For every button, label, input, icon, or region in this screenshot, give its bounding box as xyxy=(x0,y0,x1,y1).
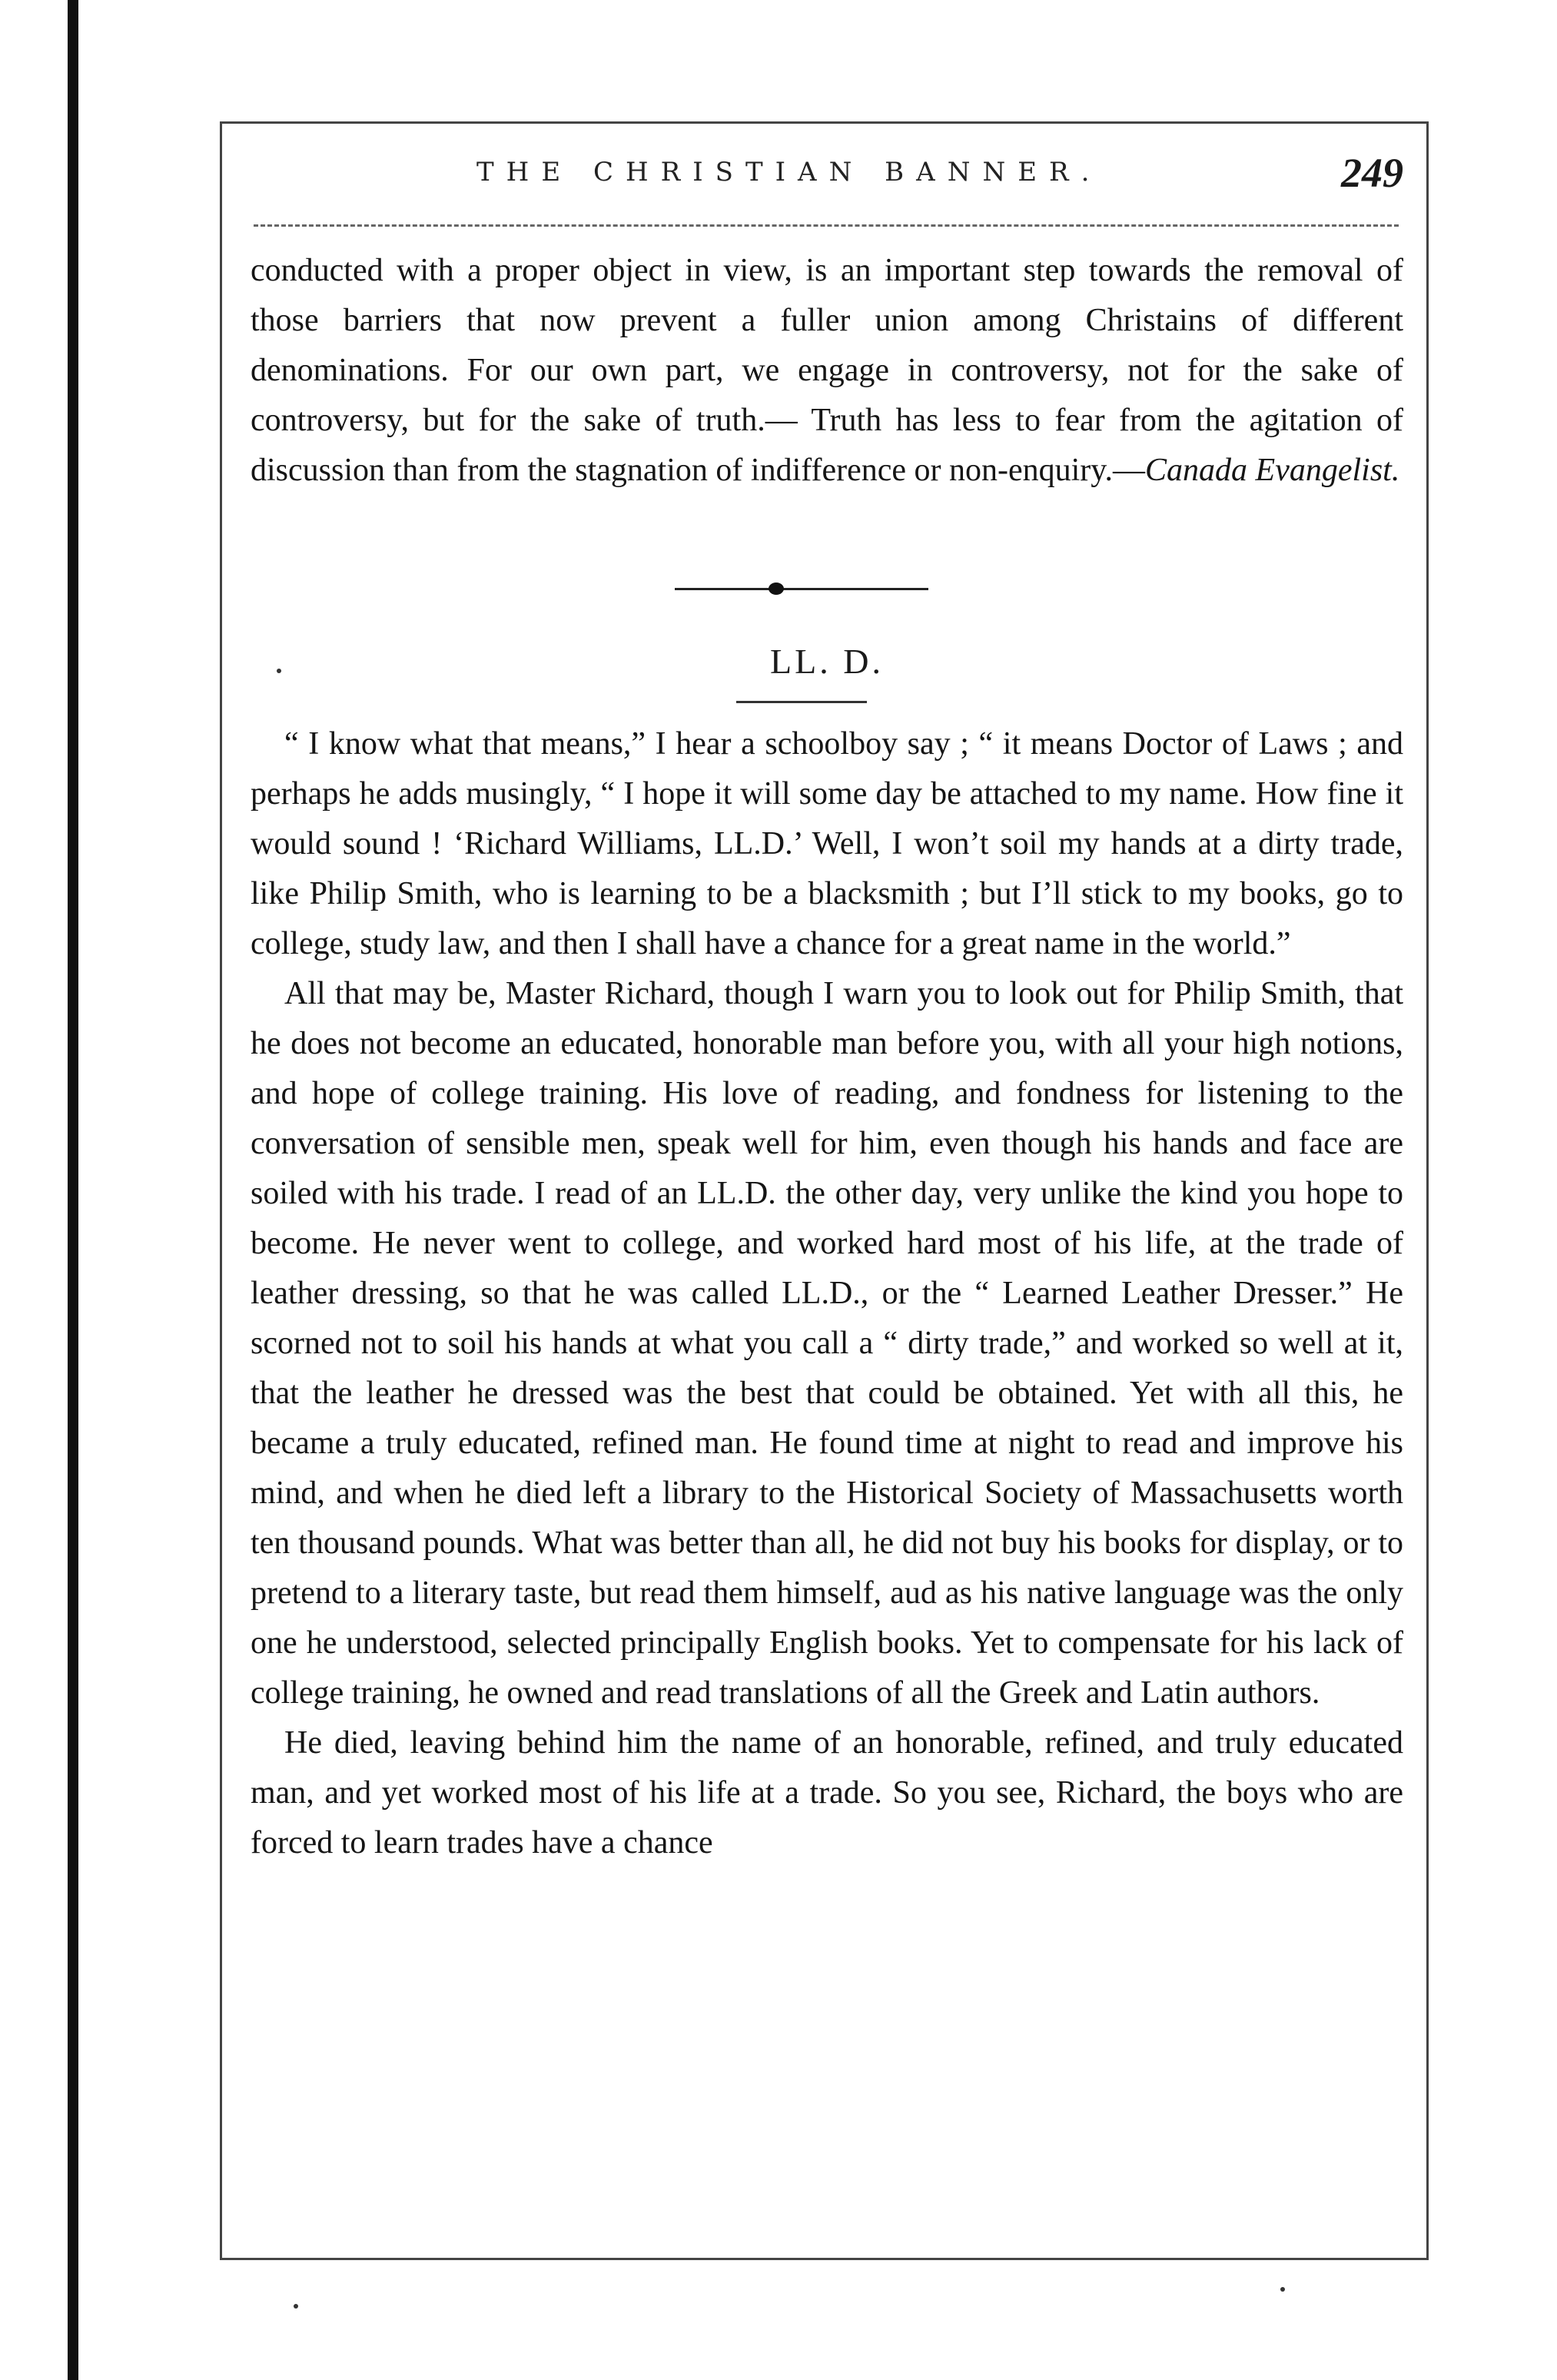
frame-left-rule xyxy=(220,123,222,2259)
article-body xyxy=(251,719,1403,1868)
frame-top-rule xyxy=(220,121,1429,124)
page-number: 249 xyxy=(1341,150,1403,196)
previous-article-source: Canada Evangelist. xyxy=(1145,453,1400,488)
running-head: THE CHRISTIAN BANNER. xyxy=(476,157,1102,188)
scan-speck xyxy=(294,2304,298,2309)
previous-article-text: conducted with a proper object in view, is an important step towards the removal of those barriers that now prevent a fuller union among Christains of different denominations. For our own part, we engage in controversy, not for the sake of controversy, but for the sake of truth.— Truth has less to fear from the agitation of discussion than from the stagnation of indifference or non-enquiry.— xyxy=(251,253,1403,488)
scan-speck xyxy=(1280,2287,1285,2292)
article-title: LL. D. xyxy=(770,642,884,681)
section-divider-rule xyxy=(675,588,928,590)
previous-article-ending xyxy=(251,246,1403,496)
scan-speck xyxy=(277,669,281,673)
section-divider-ornament xyxy=(769,583,784,595)
header-rule xyxy=(254,224,1399,227)
frame-right-rule xyxy=(1426,123,1429,2259)
scan-edge-bar xyxy=(68,0,78,2380)
article-paragraph-3: He died, leaving behind him the name of an honorable, refined, and truly educated man, and yet worked most of his life at a trade. So you see, Richard, the boys who are forced to learn trades have a chance xyxy=(251,1725,1403,1861)
article-paragraph-2: All that may be, Master Richard, though I warn you to look out for Philip Smith, that he does not become an educated, honorable man before you, with all your high notions, and hope of college training. His love of reading, and fondness for listening to the conversation of sensible men, speak well for him, even though his hands and face are soiled with his trade. I read of an LL.D. the other day, very unlike the kind you hope to become. He never went to college, and worked hard most of his life, at the trade of leather dressing, so that he was called LL.D., or the “ Learned Leather Dresser.” He scorned not to soil his hands at what you call a “ dirty trade,” and worked so well at it, that the leather he dressed was the best that could be obtained. Yet with all this, he became a truly educated, refined man. He found time at night to read and improve his mind, and when he died left a library to the Historical Society of Massachusetts worth ten thousand pounds. What was better than all, he did not buy his books for display, or to pretend to a literary taste, but read them himself, aud as his native language was the only one he understood, selected principally English books. Yet to compensate for his lack of college training, he owned and read translations of all the Greek and Latin authors. xyxy=(251,976,1403,1711)
article-paragraph-1: “ I know what that means,” I hear a schoolboy say ; “ it means Doctor of Laws ; and perhaps he adds musingly, “ I hope it will some day be attached to my name. How fine it would sound ! ‘Richard Williams, LL.D.’ Well, I won’t soil my hands at a dirty trade, like Philip Smith, who is learning to be a blacksmith ; but I’ll stick to my books, go to college, study law, and then I shall have a chance for a great name in the world.” xyxy=(251,726,1403,961)
title-underline-rule xyxy=(736,701,867,703)
frame-bottom-rule xyxy=(220,2258,1429,2260)
